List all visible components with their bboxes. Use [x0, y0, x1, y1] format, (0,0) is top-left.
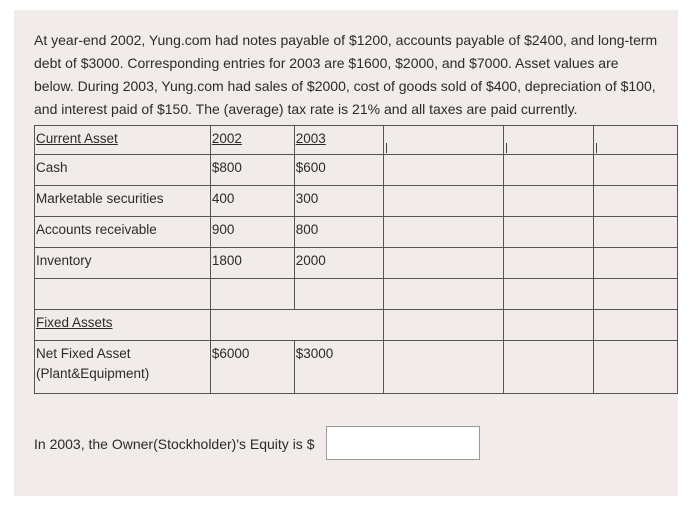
- empty-header-mark: [506, 143, 507, 153]
- year-2002-header: 2002: [211, 131, 242, 146]
- row-value-2003: $600: [295, 160, 326, 175]
- row-label: Inventory: [36, 253, 92, 268]
- table-row: [35, 217, 678, 248]
- empty-header-mark: [386, 143, 387, 153]
- table-row: [35, 155, 678, 186]
- row-value-2003: $3000: [295, 346, 334, 361]
- question-panel: [14, 10, 678, 496]
- current-asset-header: Current Asset: [36, 131, 118, 146]
- table-row: [35, 341, 678, 394]
- equity-answer-input[interactable]: [326, 426, 480, 460]
- row-value-2003: 2000: [295, 253, 326, 268]
- row-label: Cash: [36, 160, 68, 175]
- row-value-2002: 400: [211, 191, 235, 206]
- table-row: [35, 186, 678, 217]
- table-row-empty: [35, 279, 678, 310]
- row-value-2002: $800: [211, 160, 242, 175]
- table-header-row: [35, 126, 678, 155]
- question-text: At year-end 2002, Yung.com had notes payable of $1200, accounts payable of $2400, and long-term debt of $3000. Corresponding entries for 2003 are $1600, $2000, and $7000. Asset values are below. During 2003, Yung.com had sales of $2000, cost of goods sold of $400, depreciation of $100, and interest paid of $150. The (average) tax rate is 21% and all taxes are paid currently.: [34, 32, 658, 117]
- row-label: Marketable securities: [36, 191, 164, 206]
- row-label: Accounts receivable: [36, 222, 157, 237]
- row-label: Net Fixed Asset (Plant&Equipment): [36, 346, 150, 381]
- year-2003-header: 2003: [295, 131, 326, 146]
- fixed-assets-header-row: [35, 310, 678, 341]
- row-value-2002: 900: [211, 222, 235, 237]
- asset-table: [34, 125, 678, 394]
- table-row: [35, 248, 678, 279]
- row-value-2003: 800: [295, 222, 319, 237]
- empty-header-mark: [596, 143, 597, 153]
- row-value-2002: $6000: [211, 346, 250, 361]
- answer-prompt: In 2003, the Owner(Stockholder)'s Equity is $: [34, 436, 315, 452]
- fixed-assets-header: Fixed Assets: [36, 315, 113, 330]
- row-value-2003: 300: [295, 191, 319, 206]
- row-value-2002: 1800: [211, 253, 242, 268]
